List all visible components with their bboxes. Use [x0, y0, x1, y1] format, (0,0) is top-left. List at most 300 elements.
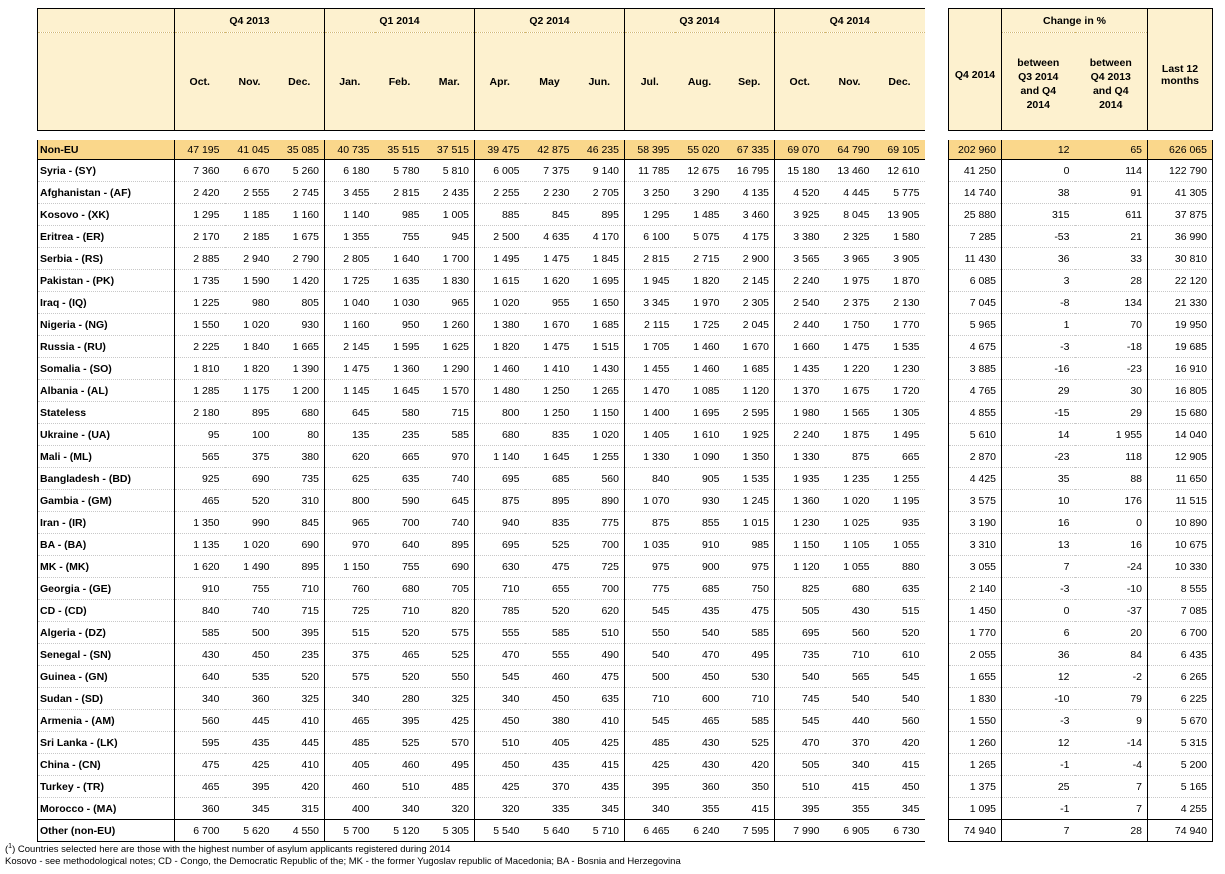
month-value: 545: [775, 710, 825, 732]
month-value: 380: [525, 710, 575, 732]
month-value: 555: [525, 644, 575, 666]
month-value: 560: [875, 710, 925, 732]
country-row: [38, 732, 1213, 754]
month-value: 1 005: [425, 204, 475, 226]
month-value: 930: [275, 314, 325, 336]
month-value: 1 475: [525, 336, 575, 358]
country-row: [38, 600, 1213, 622]
month-value: 395: [625, 776, 675, 798]
country-row: [38, 468, 1213, 490]
month-value: 680: [375, 578, 425, 600]
row-label: Senegal - (SN): [38, 644, 175, 666]
month-value: 360: [175, 798, 225, 820]
month-value: 1 830: [425, 270, 475, 292]
month-value: 435: [225, 732, 275, 754]
month-value: 735: [275, 468, 325, 490]
month-value: 1 810: [175, 358, 225, 380]
month-value: 3 905: [875, 248, 925, 270]
row-label: Non-EU: [38, 140, 175, 160]
month-value: 710: [475, 578, 525, 600]
last12-value: 5 165: [1148, 776, 1213, 798]
month-value: 35 085: [275, 140, 325, 160]
month-value: 1 980: [775, 402, 825, 424]
last12-value: 4 255: [1148, 798, 1213, 820]
month-value: 990: [225, 512, 275, 534]
month-value: 445: [275, 732, 325, 754]
month-value: 690: [425, 556, 475, 578]
country-row: [38, 622, 1213, 644]
month-value: 460: [375, 754, 425, 776]
month-value: 1 695: [575, 270, 625, 292]
month-value: 4 170: [575, 226, 625, 248]
month-value: 475: [575, 666, 625, 688]
month-value: 235: [275, 644, 325, 666]
month-value: 410: [275, 710, 325, 732]
month-value: 800: [475, 402, 525, 424]
month-value: 440: [825, 710, 875, 732]
month-value: 1 145: [325, 380, 375, 402]
month-value: 340: [175, 688, 225, 710]
month-value: 700: [575, 578, 625, 600]
q4-total-value: 1 095: [949, 798, 1002, 820]
footnote-marker: 1: [8, 843, 13, 850]
month-value: 745: [775, 688, 825, 710]
month-value: 5 700: [325, 820, 375, 842]
month-value: 470: [475, 644, 525, 666]
q4-total-value: 25 880: [949, 204, 1002, 226]
month-value: 470: [775, 732, 825, 754]
month-value: 965: [325, 512, 375, 534]
month-value: 450: [875, 776, 925, 798]
q4-total-value: 4 425: [949, 468, 1002, 490]
month-value: 1 260: [425, 314, 475, 336]
change-q4-value: -2: [1075, 666, 1148, 688]
month-value: 755: [375, 556, 425, 578]
column-gap: [925, 534, 949, 556]
month-value: 47 195: [175, 140, 225, 160]
row-label: Sri Lanka - (LK): [38, 732, 175, 754]
month-value: 505: [775, 754, 825, 776]
month-value: 5 260: [275, 160, 325, 182]
month-value: 1 160: [325, 314, 375, 336]
month-value: 895: [525, 490, 575, 512]
last12-value: 36 990: [1148, 226, 1213, 248]
country-row: [38, 644, 1213, 666]
month-value: 7 990: [775, 820, 825, 842]
month-value: 415: [575, 754, 625, 776]
row-label: Turkey - (TR): [38, 776, 175, 798]
column-gap: [925, 754, 949, 776]
change-header: Change in %: [1002, 9, 1148, 33]
month-value: 1 305: [875, 402, 925, 424]
month-value: 1 685: [725, 358, 775, 380]
country-row: [38, 534, 1213, 556]
month-value: 985: [725, 534, 775, 556]
month-value: 1 615: [475, 270, 525, 292]
country-row: [38, 204, 1213, 226]
month-header: Aug.: [675, 33, 725, 131]
month-value: 2 115: [625, 314, 675, 336]
country-row: [38, 446, 1213, 468]
asylum-applicants-table: [37, 8, 1213, 842]
month-value: 800: [325, 490, 375, 512]
month-value: 1 250: [525, 402, 575, 424]
month-value: 985: [375, 204, 425, 226]
month-value: 425: [425, 710, 475, 732]
month-value: 485: [625, 732, 675, 754]
column-gap: [925, 204, 949, 226]
month-value: 535: [225, 666, 275, 688]
last12-value: 16 805: [1148, 380, 1213, 402]
month-value: 1 470: [625, 380, 675, 402]
month-value: 710: [625, 688, 675, 710]
month-value: 1 875: [825, 424, 875, 446]
month-value: 2 420: [175, 182, 225, 204]
column-gap: [925, 424, 949, 446]
month-value: 395: [225, 776, 275, 798]
row-label: Pakistan - (PK): [38, 270, 175, 292]
month-value: 5 710: [575, 820, 625, 842]
change-q4-value: -24: [1075, 556, 1148, 578]
month-value: 545: [625, 710, 675, 732]
month-value: 1 380: [475, 314, 525, 336]
column-gap: [925, 160, 949, 182]
month-value: 450: [475, 710, 525, 732]
month-value: 665: [875, 446, 925, 468]
last12-value: 6 700: [1148, 622, 1213, 644]
q4-total-value: 1 265: [949, 754, 1002, 776]
country-row: [38, 292, 1213, 314]
month-value: 135: [325, 424, 375, 446]
row-label: Somalia - (SO): [38, 358, 175, 380]
month-value: 2 375: [825, 292, 875, 314]
month-value: 375: [225, 446, 275, 468]
month-value: 1 420: [275, 270, 325, 292]
country-row: [38, 556, 1213, 578]
change-q4-value: 28: [1075, 820, 1148, 842]
change-q4-value: 118: [1075, 446, 1148, 468]
month-value: 42 875: [525, 140, 575, 160]
month-value: 435: [575, 776, 625, 798]
change-q3-value: 36: [1002, 644, 1075, 666]
month-value: 2 435: [425, 182, 475, 204]
month-value: 2 500: [475, 226, 525, 248]
last12-value: 5 670: [1148, 710, 1213, 732]
month-value: 1 070: [625, 490, 675, 512]
month-value: 1 685: [575, 314, 625, 336]
month-value: 5 775: [875, 182, 925, 204]
month-value: 1 430: [575, 358, 625, 380]
month-value: 1 150: [325, 556, 375, 578]
q4-total-value: 11 430: [949, 248, 1002, 270]
month-value: 925: [175, 468, 225, 490]
last12-value: 15 680: [1148, 402, 1213, 424]
month-value: 2 170: [175, 226, 225, 248]
last12-value: 10 890: [1148, 512, 1213, 534]
month-value: 635: [575, 688, 625, 710]
change-q3-value: 6: [1002, 622, 1075, 644]
q4-total-value: 1 260: [949, 732, 1002, 754]
month-value: 235: [375, 424, 425, 446]
month-value: 935: [875, 512, 925, 534]
column-gap: [925, 556, 949, 578]
month-value: 695: [475, 468, 525, 490]
change-q4-value: 28: [1075, 270, 1148, 292]
month-value: 640: [375, 534, 425, 556]
month-value: 5 780: [375, 160, 425, 182]
month-value: 3 965: [825, 248, 875, 270]
month-value: 875: [625, 512, 675, 534]
country-row: [38, 226, 1213, 248]
month-value: 1 695: [675, 402, 725, 424]
month-value: 450: [225, 644, 275, 666]
month-value: 905: [675, 468, 725, 490]
month-value: 1 020: [225, 314, 275, 336]
month-value: 1 700: [425, 248, 475, 270]
month-value: 785: [475, 600, 525, 622]
month-value: 950: [375, 314, 425, 336]
country-row: [38, 490, 1213, 512]
month-value: 6 670: [225, 160, 275, 182]
month-value: 1 370: [775, 380, 825, 402]
month-value: 6 730: [875, 820, 925, 842]
month-value: 805: [275, 292, 325, 314]
month-value: 590: [375, 490, 425, 512]
month-value: 1 255: [875, 468, 925, 490]
month-value: 12 675: [675, 160, 725, 182]
month-value: 970: [325, 534, 375, 556]
month-value: 500: [625, 666, 675, 688]
month-value: 2 790: [275, 248, 325, 270]
q4-total-value: 3 055: [949, 556, 1002, 578]
month-value: 1 330: [775, 446, 825, 468]
month-value: 1 400: [625, 402, 675, 424]
month-value: 1 285: [175, 380, 225, 402]
month-value: 1 870: [875, 270, 925, 292]
column-gap: [925, 490, 949, 512]
month-value: 2 540: [775, 292, 825, 314]
change-q3-value: 1: [1002, 314, 1075, 336]
last12-value: 6 435: [1148, 644, 1213, 666]
last12-value: 21 330: [1148, 292, 1213, 314]
month-value: 3 290: [675, 182, 725, 204]
q4-2014-header: Q4 2014: [949, 9, 1002, 131]
month-value: 530: [725, 666, 775, 688]
month-value: 465: [375, 644, 425, 666]
month-value: 415: [825, 776, 875, 798]
last12-value: 16 910: [1148, 358, 1213, 380]
last12-value: 122 790: [1148, 160, 1213, 182]
change-q3-value: -3: [1002, 710, 1075, 732]
month-value: 2 185: [225, 226, 275, 248]
change-q3-value: -3: [1002, 336, 1075, 358]
month-value: 1 195: [875, 490, 925, 512]
month-header: Jun.: [575, 33, 625, 131]
month-value: 410: [575, 710, 625, 732]
change-q3-value: 16: [1002, 512, 1075, 534]
month-value: 1 355: [325, 226, 375, 248]
month-value: 2 555: [225, 182, 275, 204]
month-value: 690: [225, 468, 275, 490]
month-value: 280: [375, 688, 425, 710]
month-value: 1 120: [775, 556, 825, 578]
month-value: 1 140: [325, 204, 375, 226]
month-value: 845: [275, 512, 325, 534]
month-value: 1 185: [225, 204, 275, 226]
q4-total-value: 7 045: [949, 292, 1002, 314]
change-q4-value: 7: [1075, 798, 1148, 820]
month-value: 80: [275, 424, 325, 446]
change-q4-value: -10: [1075, 578, 1148, 600]
month-value: 7 360: [175, 160, 225, 182]
month-value: 2 595: [725, 402, 775, 424]
month-value: 405: [525, 732, 575, 754]
month-value: 1 460: [675, 358, 725, 380]
month-value: 510: [775, 776, 825, 798]
column-gap: [925, 732, 949, 754]
month-header: Sep.: [725, 33, 775, 131]
column-gap: [925, 446, 949, 468]
month-value: 1 670: [725, 336, 775, 358]
month-value: 2 180: [175, 402, 225, 424]
month-value: 1 770: [875, 314, 925, 336]
month-value: 2 805: [325, 248, 375, 270]
month-value: 1 460: [675, 336, 725, 358]
month-value: 1 350: [725, 446, 775, 468]
month-value: 555: [475, 622, 525, 644]
change-q3-value: -1: [1002, 754, 1075, 776]
month-value: 1 975: [825, 270, 875, 292]
month-value: 2 145: [325, 336, 375, 358]
month-value: 1 845: [575, 248, 625, 270]
month-value: 715: [275, 600, 325, 622]
month-value: 895: [425, 534, 475, 556]
change-q3-value: 29: [1002, 380, 1075, 402]
change-q4-value: 21: [1075, 226, 1148, 248]
row-label: Other (non-EU): [38, 820, 175, 842]
month-value: 520: [375, 666, 425, 688]
country-row: [38, 314, 1213, 336]
month-value: 1 660: [775, 336, 825, 358]
column-gap: [925, 622, 949, 644]
month-value: 355: [825, 798, 875, 820]
last12-value: 12 905: [1148, 446, 1213, 468]
month-value: 695: [775, 622, 825, 644]
month-value: 1 635: [375, 270, 425, 292]
month-value: 495: [425, 754, 475, 776]
change-q3-value: 0: [1002, 600, 1075, 622]
change-q3-value: 38: [1002, 182, 1075, 204]
month-value: 2 815: [375, 182, 425, 204]
month-value: 740: [425, 468, 475, 490]
month-value: 635: [375, 468, 425, 490]
column-gap: [925, 798, 949, 820]
change-q3-value: 13: [1002, 534, 1075, 556]
month-header: May: [525, 33, 575, 131]
month-value: 525: [525, 534, 575, 556]
month-value: 1 475: [825, 336, 875, 358]
country-row: [38, 270, 1213, 292]
row-label: Gambia - (GM): [38, 490, 175, 512]
month-value: 58 395: [625, 140, 675, 160]
month-value: 6 100: [625, 226, 675, 248]
month-value: 37 515: [425, 140, 475, 160]
month-value: 3 345: [625, 292, 675, 314]
country-row: [38, 248, 1213, 270]
q4-total-value: 41 250: [949, 160, 1002, 182]
month-value: 565: [825, 666, 875, 688]
month-value: 360: [225, 688, 275, 710]
month-value: 460: [325, 776, 375, 798]
month-value: 3 250: [625, 182, 675, 204]
q4-total-value: 1 655: [949, 666, 1002, 688]
month-value: 485: [325, 732, 375, 754]
month-value: 1 725: [675, 314, 725, 336]
month-value: 6 180: [325, 160, 375, 182]
row-label: Afghanistan - (AF): [38, 182, 175, 204]
month-value: 710: [825, 644, 875, 666]
month-value: 1 360: [375, 358, 425, 380]
month-value: 16 795: [725, 160, 775, 182]
month-value: 695: [475, 534, 525, 556]
month-header: Dec.: [275, 33, 325, 131]
month-value: 1 160: [275, 204, 325, 226]
q4-total-value: 5 965: [949, 314, 1002, 336]
change-q4-value: 0: [1075, 512, 1148, 534]
month-value: 1 925: [725, 424, 775, 446]
month-value: 820: [425, 600, 475, 622]
change-q4-value: -23: [1075, 358, 1148, 380]
month-value: 2 815: [625, 248, 675, 270]
month-value: 1 670: [525, 314, 575, 336]
country-row: [38, 666, 1213, 688]
month-value: 2 705: [575, 182, 625, 204]
change-q4-value: 611: [1075, 204, 1148, 226]
last12-value: 74 940: [1148, 820, 1213, 842]
month-value: 340: [475, 688, 525, 710]
month-value: 3 460: [725, 204, 775, 226]
month-value: 415: [725, 798, 775, 820]
month-value: 1 820: [225, 358, 275, 380]
change-q3-header: [1002, 33, 1075, 131]
month-value: 430: [825, 600, 875, 622]
month-value: 8 045: [825, 204, 875, 226]
month-value: 420: [875, 732, 925, 754]
month-value: 485: [425, 776, 475, 798]
column-gap: [925, 336, 949, 358]
month-value: 1 245: [725, 490, 775, 512]
change-q4-value: 88: [1075, 468, 1148, 490]
month-value: 585: [725, 710, 775, 732]
last12-value: 11 515: [1148, 490, 1213, 512]
q4-total-value: 5 610: [949, 424, 1002, 446]
column-gap: [925, 248, 949, 270]
month-value: 1 150: [775, 534, 825, 556]
month-value: 975: [725, 556, 775, 578]
month-value: 2 885: [175, 248, 225, 270]
month-value: 540: [625, 644, 675, 666]
month-value: 1 390: [275, 358, 325, 380]
month-header: Nov.: [825, 33, 875, 131]
month-value: 5 640: [525, 820, 575, 842]
month-value: 710: [725, 688, 775, 710]
month-value: 525: [425, 644, 475, 666]
month-value: 345: [875, 798, 925, 820]
month-value: 1 645: [375, 380, 425, 402]
month-value: 395: [275, 622, 325, 644]
month-value: 1 015: [725, 512, 775, 534]
month-value: 1 495: [475, 248, 525, 270]
